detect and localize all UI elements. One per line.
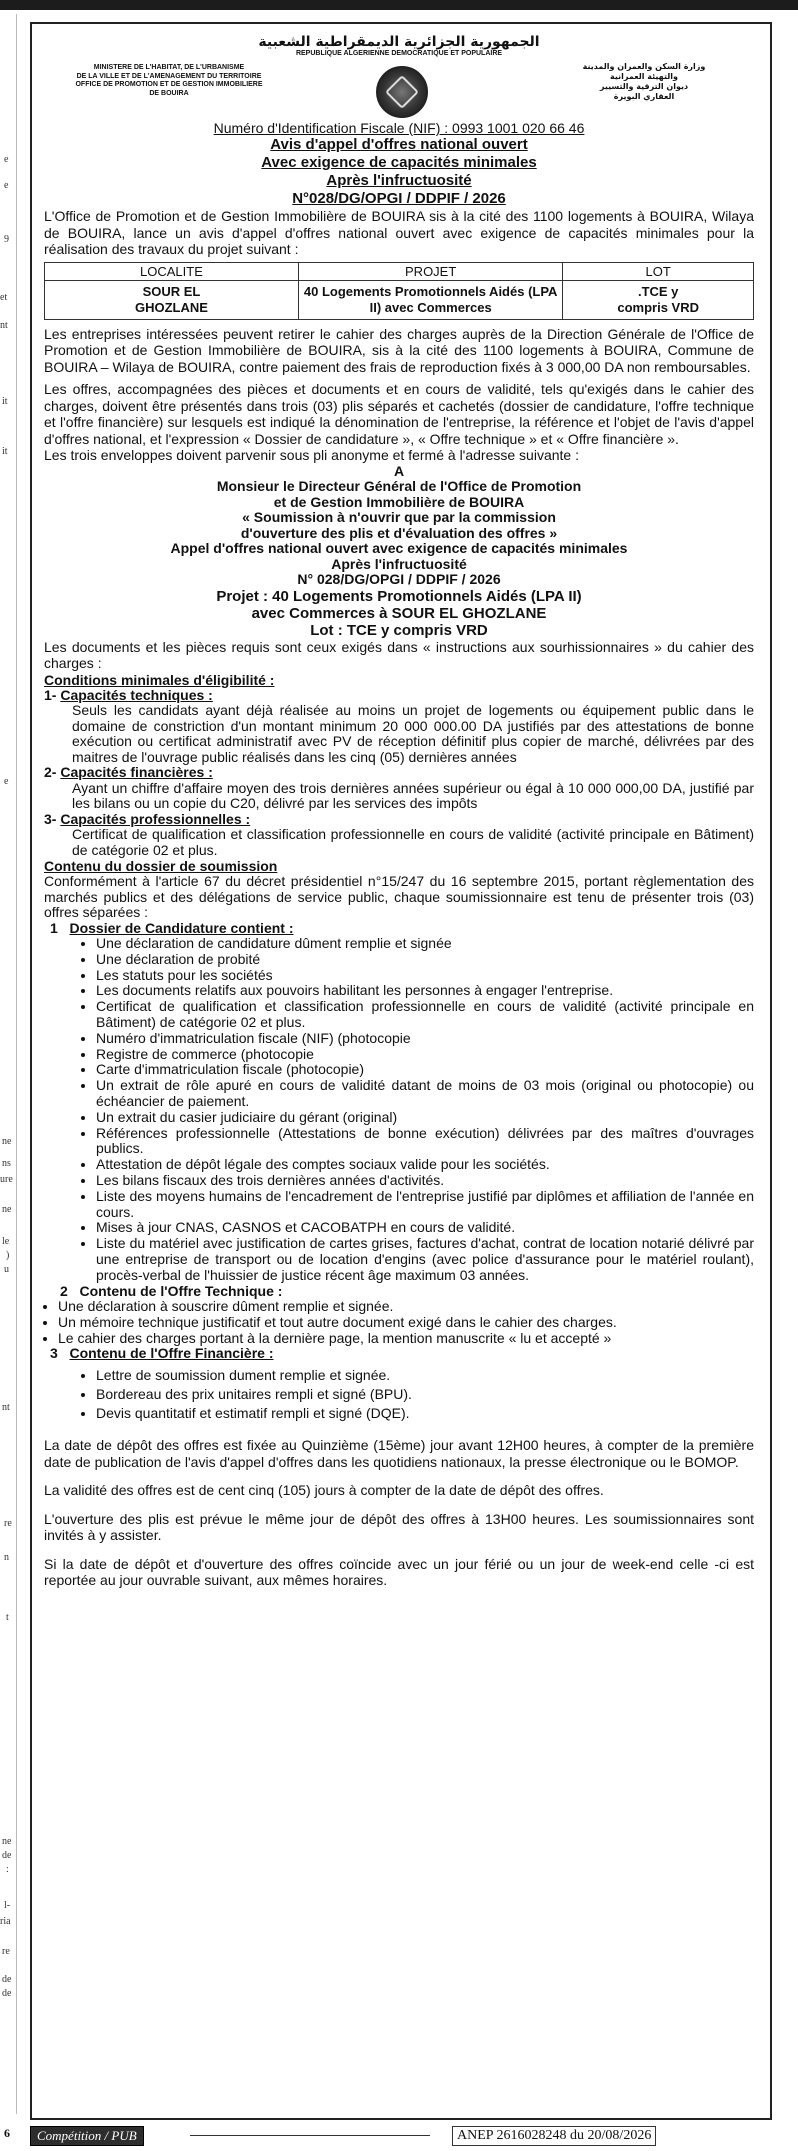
tech-list bbox=[44, 1299, 754, 1346]
paragraph-ouverture: L'ouverture des plis est prévue le même jour de dépôt des offres à 13H00 heures. Les soumissionnaires sont invités à y assister. bbox=[44, 1510, 754, 1544]
dossier-title: Dossier de Candidature contient : bbox=[69, 919, 294, 936]
margin-fragment: t bbox=[6, 1612, 9, 1623]
address-line: A bbox=[393, 462, 405, 479]
fin-number: 3 bbox=[50, 1345, 58, 1362]
ministry-fr-line: MINISTERE DE L'HABITAT, DE L'URBANISME bbox=[93, 64, 245, 71]
title-infructuosite: Après l'infructuosité bbox=[326, 172, 472, 189]
margin-fragment: ne bbox=[2, 1204, 12, 1215]
list-item: • Certificat de qualification et classification professionnelle en cours de validité (activité principale en Bâtiment) de catégorie 02 et plus. bbox=[96, 999, 754, 1031]
condition-item bbox=[44, 812, 754, 859]
list-item: • Devis quantitatif et estimatif rempli et signé (DQE). bbox=[96, 1406, 754, 1422]
condition-number: 1- bbox=[44, 686, 57, 703]
table-header-row bbox=[45, 262, 754, 280]
fin-heading bbox=[44, 1346, 754, 1362]
list-item: • Registre de commerce (photocopie bbox=[96, 1047, 754, 1063]
address-line: et de Gestion Immobilière de BOUIRA bbox=[273, 493, 525, 510]
list-item: • Mises à jour CNAS, CASNOS et CACOBATPH en cours de validité. bbox=[96, 1220, 754, 1236]
margin-fragment: e bbox=[4, 180, 9, 191]
table-row bbox=[45, 280, 754, 319]
tech-heading bbox=[44, 1284, 754, 1300]
ministry-ar-line: العقاري البويرة bbox=[613, 92, 675, 101]
ministry-ar-line: والتهيئة العمرانية bbox=[610, 72, 678, 81]
dossier-number: 1 bbox=[50, 919, 58, 936]
margin-fragment: ure bbox=[0, 1174, 13, 1185]
republic-title-fr: REPUBLIQUE ALGERIENNE DEMOCRATIQUE ET POPULAIRE bbox=[295, 50, 503, 57]
list-item: • Les bilans fiscaux des trois dernières années d'activités. bbox=[96, 1173, 754, 1189]
footer-divider bbox=[190, 2135, 430, 2136]
margin-fragment: nt bbox=[0, 320, 8, 331]
project-block bbox=[44, 588, 754, 639]
list-item: • Carte d'immatriculation fiscale (photocopie) bbox=[96, 1062, 754, 1078]
margin-fragment: nt bbox=[2, 1402, 10, 1413]
condition-title: Capacités financières : bbox=[60, 764, 213, 780]
anep-reference: ANEP 2616028248 du 20/08/2026 bbox=[452, 2126, 656, 2146]
condition-item bbox=[44, 688, 754, 766]
paragraph-offres: Les offres, accompagnées des pièces et documents et en cours de validité, tels qu'exigés dans le cahier des charges, doivent être présentés dans trois (03) plis séparés et cachetés (dossier de candidature, l'offre technique et l'offre financière) sur lesquels est indiqué la dénomination de l'entreprise, la référence et l'objet de l'avis d'appel d'offres national, et l'expression « Dossier de candidature », « Offre technique » et « Offre financière ». bbox=[44, 381, 754, 447]
address-line: Après l'infructuosité bbox=[331, 555, 467, 572]
margin-fragment: ria bbox=[0, 1916, 11, 1927]
ministry-ar bbox=[544, 62, 744, 102]
ministry-ar-line: وزارة السكن والعمران والمدينة bbox=[582, 62, 706, 71]
contenu-title: Contenu du dossier de soumission bbox=[44, 858, 278, 874]
condition-number: 2- bbox=[44, 764, 57, 780]
margin-fragment: ) bbox=[6, 1250, 10, 1261]
margin-fragment: it bbox=[2, 396, 8, 407]
ministry-fr-line: DE LA VILLE ET DE L'AMENAGEMENT DU TERRITOIRE bbox=[76, 72, 262, 80]
adjacent-column-fragment bbox=[0, 14, 17, 2114]
margin-fragment: de bbox=[2, 1974, 12, 1985]
ministry-fr-line: OFFICE DE PROMOTION ET DE GESTION IMMOBILIERE bbox=[75, 81, 263, 88]
dossier-heading bbox=[44, 921, 754, 937]
top-black-bar bbox=[0, 0, 798, 10]
cell-projet: 40 Logements Promotionnels Aidés (LPA II) avec Commerces bbox=[298, 280, 562, 319]
column-header: LOCALITE bbox=[45, 262, 299, 280]
list-item: • Une déclaration de candidature dûment remplie et signée bbox=[96, 936, 754, 952]
margin-fragment: e bbox=[4, 154, 9, 165]
project-line: Lot : TCE y compris VRD bbox=[310, 621, 488, 639]
lots-table bbox=[44, 262, 754, 320]
margin-fragment: 9 bbox=[4, 234, 9, 245]
ministry-fr-line: DE BOUIRA bbox=[149, 89, 189, 97]
tech-number: 2 bbox=[60, 1282, 68, 1299]
list-item: • Un extrait du casier judiciaire du gérant (original) bbox=[96, 1110, 754, 1126]
project-line: Projet : 40 Logements Promotionnels Aidés (LPA II) bbox=[216, 587, 582, 605]
margin-fragment: re bbox=[2, 1946, 10, 1957]
margin-fragment: ne bbox=[2, 1136, 12, 1147]
address-line: N° 028/DG/OPGI / DDPIF / 2026 bbox=[297, 571, 501, 587]
paragraph-ferie: Si la date de dépôt et d'ouverture des offres coïncide avec un jour férié ou un jour de week-end celle -ci est reportée au jour ouvrable suivant, aux mêmes horaires. bbox=[44, 1555, 754, 1589]
intro-paragraph: L'Office de Promotion et de Gestion Immobilière de BOUIRA sis à la cité des 1100 logements à BOUIRA, Wilaya de BOUIRA, lance un avis d'appel d'offres national ouvert avec exigence de capacités minimales pour la réalisation des travaux du projet suivant : bbox=[44, 208, 754, 257]
list-item: • Une déclaration de probité bbox=[96, 952, 754, 968]
condition-text: Seuls les candidats ayant déjà réalisée au moins un projet de logements ou équipement public dans le domaine de constriction d'un montant minimum 20 000 000.00 DA justifiés par des attestations de bonne exécution ou certificat administratif avec PV de réception définitif plus copier de marché, délivrées par des maitres de l'ouvrage public réalisés dans les cinq (05) dernières années bbox=[72, 702, 754, 765]
list-item: • Liste du matériel avec justification de cartes grises, factures d'achat, contrat de location notarié délivré par une entreprise de transport ou de location d'engins (avec police d'assurance pour le matériel roulant), procès-verbal de l'huissier de justice récent âge maximum 03 années. bbox=[96, 1236, 754, 1283]
condition-text: Ayant un chiffre d'affaire moyen des trois dernières années supérieur ou égal à 10 000 000,00 DA, justifié par les bilans ou un copie du C20, délivré par les services des impôts bbox=[72, 779, 754, 811]
dossier-list bbox=[44, 936, 754, 1284]
condition-text: Certificat de qualification et classification professionnelle en cours de validité (activité principale en Bâtiment) de catégorie 02 et plus. bbox=[72, 826, 754, 858]
address-line: Monsieur le Directeur Général de l'Office de Promotion bbox=[216, 478, 582, 494]
paragraph-depot: La date de dépôt des offres est fixée au Quinzième (15ème) jour avant 12H00 heures, à compter de la première date de publication de l'avis d'appel d'offres dans les quotidiens nationaux, la presse électronique ou le BOMOP. bbox=[44, 1437, 754, 1470]
margin-fragment: de bbox=[2, 1988, 12, 1999]
margin-fragment: e bbox=[4, 776, 9, 787]
tender-notice bbox=[30, 22, 772, 2120]
margin-fragment: n bbox=[4, 1552, 9, 1563]
list-item: • Les statuts pour les sociétés bbox=[96, 968, 754, 984]
title-avis: Avis d'appel d'offres national ouvert bbox=[270, 136, 528, 153]
page-footer bbox=[0, 2124, 798, 2146]
list-item: • Numéro d'immatriculation fiscale (NIF) (photocopie bbox=[96, 1031, 754, 1047]
condition-number: 3- bbox=[44, 810, 57, 827]
title-exigence: Avec exigence de capacités minimales bbox=[261, 154, 537, 171]
cell-lot: .TCE y compris VRD bbox=[563, 280, 754, 319]
title-reference: N°028/DG/OPGI / DDPIF / 2026 bbox=[292, 190, 506, 207]
list-item: • Les documents relatifs aux pouvoirs habilitant les personnes à engager l'entreprise. bbox=[96, 983, 754, 999]
margin-fragment: de bbox=[2, 1850, 12, 1861]
page-number: 6 bbox=[4, 2126, 10, 2140]
condition-item bbox=[44, 765, 754, 812]
opgi-logo bbox=[376, 66, 428, 118]
paragraph-retrait: Les entreprises intéressées peuvent retirer le cahier des charges auprès de la Direction Générale de l'Office de Promotion et de Gestion Immobilière de BOUIRA, sis à la cité des 1100 logements à BOUIRA, Commune de BOUIRA – Wilaya de BOUIRA, contre paiement des frais de reproduction fixés à 3 000,00 DA non remboursables. bbox=[44, 325, 754, 375]
project-line: avec Commerces à SOUR EL GHOZLANE bbox=[251, 604, 547, 622]
list-item: • Références professionnelle (Attestations de bonne exécution) délivrées par des maîtres d'ouvrages publics. bbox=[96, 1126, 754, 1158]
ministry-ar-line: ديوان الترقية والتسيير bbox=[599, 82, 689, 91]
paragraph-validite: La validité des offres est de cent cinq (105) jours à compter de la date de dépôt des offres. bbox=[44, 1482, 604, 1499]
list-item: • Un extrait de rôle apuré en cours de validité datant de moins de 03 mois (original ou photocopie) ou échéancier de paiement. bbox=[96, 1078, 754, 1110]
conditions-title: Conditions minimales d'éligibilité : bbox=[44, 671, 275, 688]
arabic-republic-title: الجمهورية الجزائرية الديمقراطية الشعبية bbox=[258, 34, 540, 50]
fin-title: Contenu de l'Offre Financière : bbox=[69, 1345, 274, 1362]
list-item: • Un mémoire technique justificatif et tout autre document exigé dans le cahier des charges. bbox=[58, 1315, 754, 1331]
list-item: • Bordereau des prix unitaires rempli et signé (BPU). bbox=[96, 1387, 754, 1403]
fin-list bbox=[44, 1368, 754, 1421]
margin-fragment: et bbox=[0, 292, 8, 303]
cell-localite: SOUR EL GHOZLANE bbox=[45, 280, 299, 319]
margin-fragment: le bbox=[2, 1236, 10, 1247]
list-item: • Attestation de dépôt légale des comptes sociaux valide pour les sociétés. bbox=[96, 1157, 754, 1173]
nif-line: Numéro d'Identification Fiscale (NIF) : 0993 1001 020 66 46 bbox=[213, 120, 585, 136]
list-item: • Liste des moyens humains de l'encadrement de l'entreprise justifié par diplômes et affiliation de l'année en cours. bbox=[96, 1189, 754, 1221]
paragraph-enveloppes: Les trois enveloppes doivent parvenir sous pli anonyme et fermé à l'adresse suivante : bbox=[44, 447, 579, 463]
margin-fragment: u bbox=[4, 1264, 9, 1275]
column-header: PROJET bbox=[298, 262, 562, 280]
address-line: d'ouverture des plis et d'évaluation des offres » bbox=[240, 524, 558, 541]
margin-fragment: : bbox=[6, 1864, 9, 1875]
margin-fragment: ne bbox=[2, 1836, 12, 1847]
margin-fragment: re bbox=[4, 1518, 12, 1529]
column-header: LOT bbox=[563, 262, 754, 280]
address-line: « Soumission à n'ouvrir que par la commission bbox=[242, 509, 556, 525]
address-line: Appel d'offres national ouvert avec exigence de capacités minimales bbox=[170, 540, 628, 556]
margin-fragment: l- bbox=[4, 1900, 11, 1911]
address-block bbox=[44, 464, 754, 588]
notice-header bbox=[44, 34, 754, 120]
condition-title: Capacités techniques : bbox=[60, 686, 213, 703]
margin-fragment: it bbox=[2, 446, 8, 457]
tech-title: Contenu de l'Offre Technique : bbox=[79, 1282, 283, 1299]
ministry-fr bbox=[54, 64, 284, 98]
margin-fragment: ns bbox=[2, 1158, 11, 1169]
list-item: • Le cahier des charges portant à la dernière page, la mention manuscrite « lu et accepté » bbox=[58, 1331, 754, 1347]
list-item: • Lettre de soumission dument remplie et signée. bbox=[96, 1368, 754, 1384]
section-label: Compétition / PUB bbox=[30, 2126, 144, 2146]
paragraph-documents: Les documents et les pièces requis sont ceux exigés dans « instructions aux sourhissionnaires » du cahier des charges : bbox=[44, 638, 754, 671]
list-item: • Une déclaration à souscrire dûment remplie et signée. bbox=[58, 1299, 754, 1315]
contenu-text: Conformément à l'article 67 du décret présidentiel n°15/247 du 16 septembre 2015, portant règlementation des marchés publics et des délégations de service public, chaque soumissionnaire est tenu de présenter trois (03) offres séparées : bbox=[44, 873, 754, 920]
condition-title: Capacités professionnelles : bbox=[60, 810, 251, 827]
